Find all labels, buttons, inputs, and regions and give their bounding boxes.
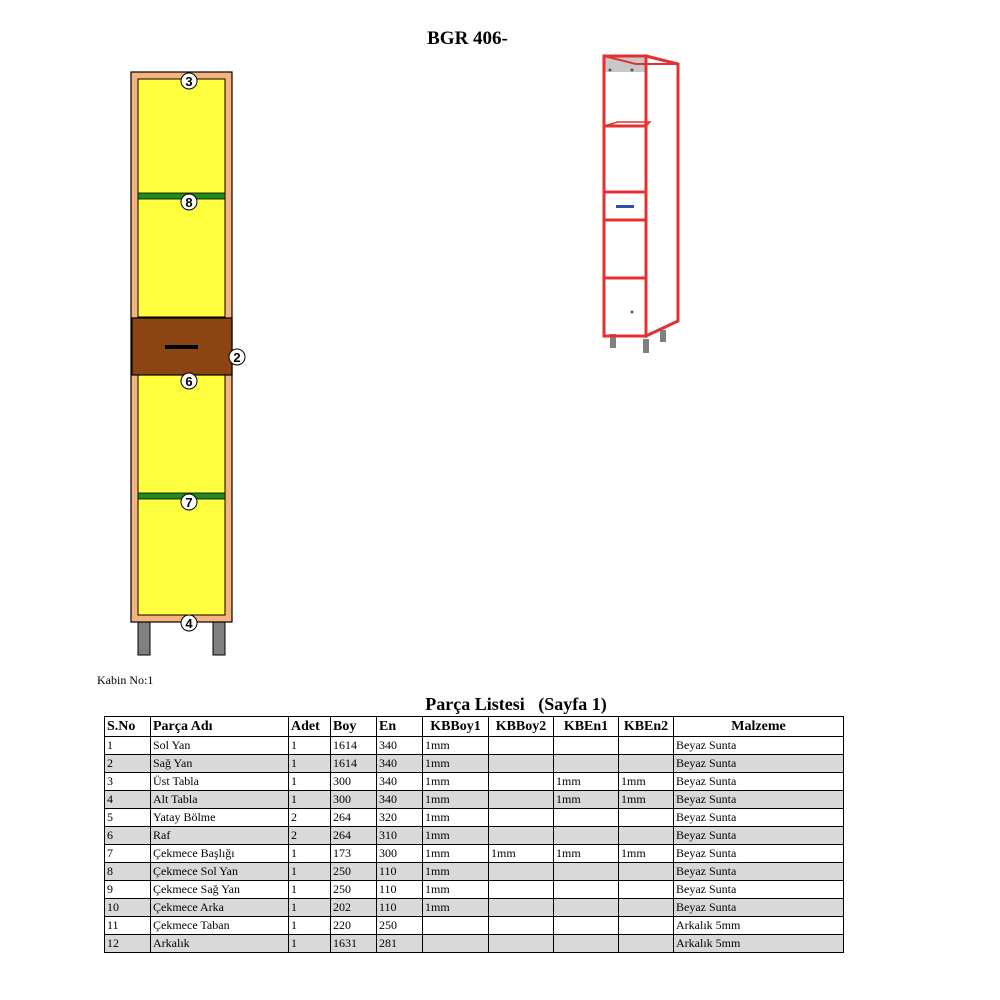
table-cell [554,935,619,953]
table-cell: 9 [105,881,151,899]
table-cell: 1 [289,773,331,791]
table-cell: Beyaz Sunta [674,863,844,881]
table-row [105,737,844,755]
table-cell: 1mm [423,737,489,755]
svg-text:8: 8 [185,195,193,210]
table-cell: Beyaz Sunta [674,827,844,845]
table-cell: Sol Yan [151,737,289,755]
table-cell [423,935,489,953]
table-cell: Beyaz Sunta [674,845,844,863]
svg-text:7: 7 [185,495,193,510]
table-cell: 1631 [331,935,377,953]
table-cell [554,827,619,845]
table-cell [619,899,674,917]
left-leg [138,622,150,655]
table-cell: 1 [289,863,331,881]
table-cell [619,827,674,845]
iso-drawer-handle [616,205,634,208]
table-cell: 1mm [423,845,489,863]
table-cell: 1 [289,917,331,935]
table-cell: 310 [377,827,423,845]
table-row [105,899,844,917]
table-cell: 173 [331,845,377,863]
table-cell: 340 [377,791,423,809]
table-cell: 2 [289,809,331,827]
iso-side-panel [646,56,678,336]
table-cell: 250 [377,917,423,935]
table-cell: Arkalık [151,935,289,953]
table-cell: 1 [289,755,331,773]
table-cell: 281 [377,935,423,953]
table-cell: Üst Tabla [151,773,289,791]
callout-7 [181,494,197,510]
col-header: KBEn1 [554,717,619,737]
table-cell: 1 [289,845,331,863]
document-title: BGR 406- [427,28,508,49]
table-cell: 1 [289,935,331,953]
table-cell [489,899,554,917]
table-cell [619,917,674,935]
table-cell: 6 [105,827,151,845]
iso-leg [643,339,649,353]
table-cell: Raf [151,827,289,845]
table-cell: Sağ Yan [151,755,289,773]
table-row [105,791,844,809]
table-cell [489,737,554,755]
parts-list-title: Parça Listesi (Sayfa 1) [425,694,607,714]
table-cell: Çekmece Arka [151,899,289,917]
table-cell: 300 [377,845,423,863]
table-cell: 1mm [619,773,674,791]
table-cell: Alt Tabla [151,791,289,809]
table-row [105,755,844,773]
table-cell [489,827,554,845]
table-cell: Beyaz Sunta [674,899,844,917]
table-cell: 1 [289,791,331,809]
iso-shelf-top [604,122,650,126]
table-cell: 300 [331,773,377,791]
col-header: En [377,717,423,737]
table-cell [554,881,619,899]
table-row [105,917,844,935]
cabinet-number-label: Kabin No:1 [97,673,154,687]
table-cell: 1 [289,737,331,755]
table-cell: 1mm [423,809,489,827]
table-cell: 1mm [619,791,674,809]
col-header: Adet [289,717,331,737]
table-row [105,773,844,791]
table-cell: 1mm [554,845,619,863]
table-row [105,845,844,863]
cabinet-front-view [125,66,255,661]
callout-6 [181,373,197,389]
col-header: Parça Adı [151,717,289,737]
svg-text:6: 6 [185,374,193,389]
table-cell: 1mm [423,881,489,899]
table-cell: 10 [105,899,151,917]
table-cell: 110 [377,899,423,917]
table-cell [554,917,619,935]
col-header: Boy [331,717,377,737]
table-cell: 1mm [423,899,489,917]
table-cell [489,773,554,791]
table-cell: 8 [105,863,151,881]
table-cell: 340 [377,737,423,755]
table-cell: 340 [377,773,423,791]
table-cell: Çekmece Sağ Yan [151,881,289,899]
table-cell: Beyaz Sunta [674,773,844,791]
table-cell: Beyaz Sunta [674,791,844,809]
table-cell: 1614 [331,737,377,755]
table-cell: 7 [105,845,151,863]
table-cell [619,881,674,899]
table-body [105,737,844,953]
table-cell [489,881,554,899]
table-cell [619,755,674,773]
table-row [105,827,844,845]
table-cell: 1mm [423,827,489,845]
table-cell: 1 [289,899,331,917]
table-cell [489,809,554,827]
table-cell [619,809,674,827]
table-cell: 202 [331,899,377,917]
table-cell: Çekmece Taban [151,917,289,935]
iso-front-frame [604,56,646,336]
cabinet-isometric-view [590,48,690,368]
table-cell: 1 [105,737,151,755]
table-cell: 264 [331,809,377,827]
table-cell [554,809,619,827]
table-cell: 5 [105,809,151,827]
table-cell: 1mm [423,863,489,881]
drawer-handle [165,345,198,349]
table-cell: 1614 [331,755,377,773]
table-cell: 1 [289,881,331,899]
callout-2 [229,349,245,365]
table-cell [489,863,554,881]
table-cell: 2 [105,755,151,773]
table-cell: 12 [105,935,151,953]
table-row [105,809,844,827]
table-cell: 264 [331,827,377,845]
table-cell: 1mm [619,845,674,863]
table-cell: 110 [377,863,423,881]
table-row [105,881,844,899]
table-row [105,863,844,881]
col-header: S.No [105,717,151,737]
table-cell: 110 [377,881,423,899]
table-cell [619,935,674,953]
col-header: KBEn2 [619,717,674,737]
callout-8 [181,194,197,210]
table-cell [489,755,554,773]
table-cell: 1mm [423,755,489,773]
right-leg [213,622,225,655]
table-cell: Beyaz Sunta [674,809,844,827]
table-cell: 1mm [554,791,619,809]
table-row [105,935,844,953]
table-cell [554,899,619,917]
table-cell [619,863,674,881]
col-header: KBBoy2 [489,717,554,737]
table-cell: Çekmece Sol Yan [151,863,289,881]
callout-4 [181,615,197,631]
svg-text:4: 4 [185,616,193,631]
table-cell: 1mm [554,773,619,791]
table-cell: 1mm [423,773,489,791]
table-cell [489,935,554,953]
col-header: KBBoy1 [423,717,489,737]
table-cell: 300 [331,791,377,809]
table-cell [554,755,619,773]
table-cell: 2 [289,827,331,845]
table-cell: Beyaz Sunta [674,755,844,773]
table-cell: 250 [331,863,377,881]
table-cell [489,917,554,935]
svg-text:3: 3 [185,74,193,89]
table-cell: Arkalık 5mm [674,917,844,935]
table-cell: 1mm [423,791,489,809]
table-cell [554,863,619,881]
table-cell: Beyaz Sunta [674,881,844,899]
table-cell: 340 [377,755,423,773]
table-cell: Arkalık 5mm [674,935,844,953]
table-header-row [105,717,844,737]
table-cell: 11 [105,917,151,935]
table-cell [619,737,674,755]
svg-text:2: 2 [233,350,241,365]
table-cell: Yatay Bölme [151,809,289,827]
table-cell: Çekmece Başlığı [151,845,289,863]
table-cell: 3 [105,773,151,791]
table-cell: 220 [331,917,377,935]
table-cell: Beyaz Sunta [674,737,844,755]
table-cell: 4 [105,791,151,809]
table-cell: 320 [377,809,423,827]
table-cell [554,737,619,755]
table-cell [423,917,489,935]
col-header: Malzeme [674,717,844,737]
parts-table [104,716,844,953]
table-cell [489,791,554,809]
callout-3 [181,73,197,89]
table-cell: 1mm [489,845,554,863]
table-cell: 250 [331,881,377,899]
iso-leg [660,330,666,342]
